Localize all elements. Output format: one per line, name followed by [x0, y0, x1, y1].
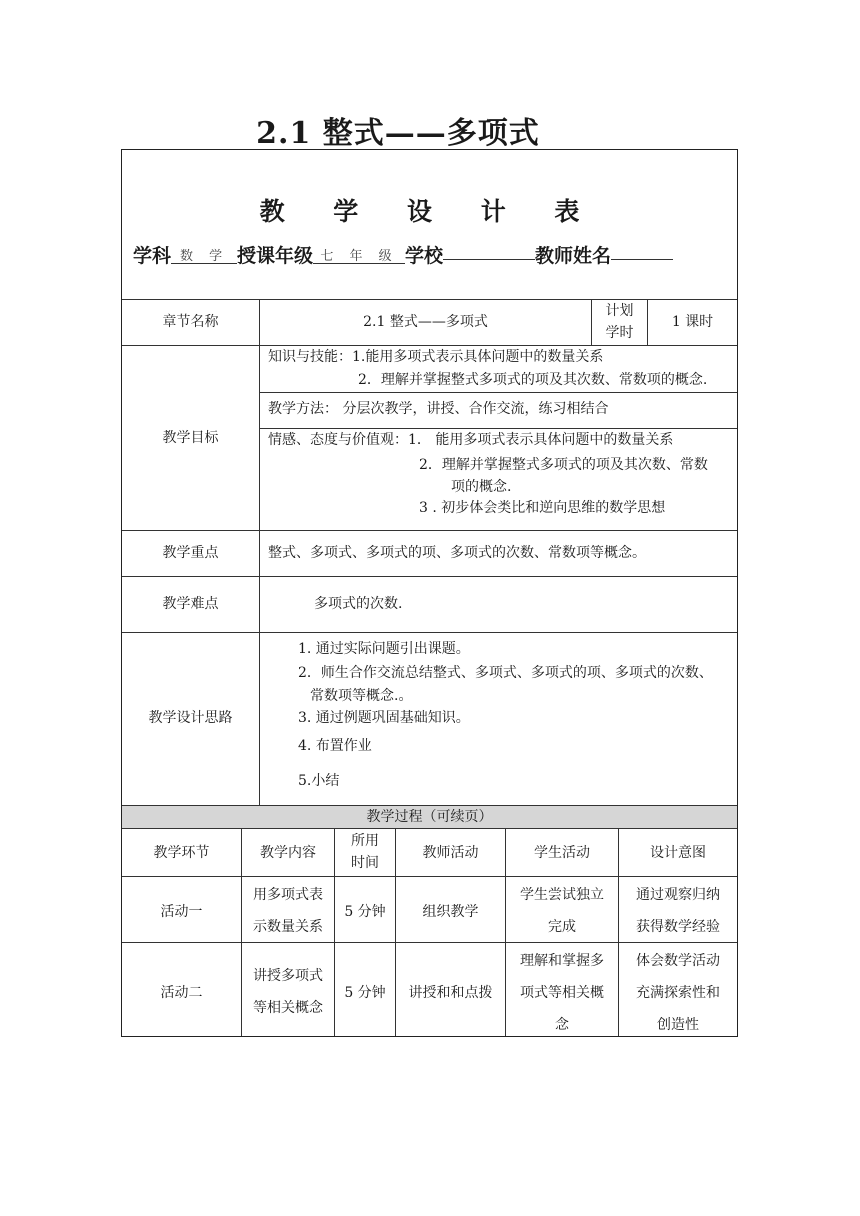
- rule: [122, 828, 737, 829]
- plan-hours-label-2: 学时: [605, 325, 634, 341]
- row1-time: 5 分钟: [344, 904, 386, 920]
- grade-label: 授课年级: [237, 245, 314, 267]
- row1-teacher: 组织教学: [422, 904, 479, 920]
- design-item-2b: 常数项等概念.。: [310, 688, 413, 704]
- design-item-5: 5.小结: [298, 773, 340, 789]
- row1-student-2: 完成: [548, 919, 576, 935]
- design-item-1: 1. 通过实际问题引出课题。: [298, 641, 470, 657]
- rule: [122, 632, 737, 633]
- header-intent: 设计意图: [650, 845, 706, 861]
- row1-content-2: 示数量关系: [253, 919, 323, 935]
- document-title: 2.1 整式——多项式: [256, 116, 540, 151]
- difficulty-value: 多项式的次数.: [314, 596, 403, 612]
- row2-student-3: 念: [555, 1017, 569, 1033]
- attitude-line-2b: 项的概念.: [451, 479, 512, 495]
- rule: [122, 576, 737, 577]
- row2-intent-3: 创造性: [657, 1017, 699, 1033]
- row2-student-1: 理解和掌握多: [520, 953, 604, 969]
- rule: [122, 942, 737, 943]
- rule: [122, 876, 737, 877]
- row1-stage: 活动一: [160, 904, 203, 920]
- rule: [122, 530, 737, 531]
- attitude-line-2: 2．理解并掌握整式多项式的项及其次数、常数: [419, 457, 708, 473]
- header-teacher: 教师活动: [422, 845, 479, 861]
- row2-student-2: 项式等相关概: [520, 985, 604, 1001]
- objectives-label: 教学目标: [162, 430, 219, 446]
- row2-content-2: 等相关概念: [253, 1000, 323, 1016]
- attitude-line-3: 3 . 初步体会类比和逆向思维的数学思想: [419, 500, 666, 516]
- row1-content-1: 用多项式表: [253, 887, 323, 903]
- row2-content-1: 讲授多项式: [253, 968, 323, 984]
- knowledge-line-2: 2．理解并掌握整式多项式的项及其次数、常数项的概念.: [358, 372, 708, 388]
- school-label: 学校: [405, 245, 444, 267]
- key-point-label: 教学重点: [162, 545, 219, 561]
- subject-value: 数 学: [171, 245, 237, 264]
- design-item-3: 3. 通过例题巩固基础知识。: [298, 710, 470, 726]
- header-content: 教学内容: [260, 845, 316, 861]
- teacher-name-label: 教师姓名: [535, 245, 612, 267]
- header-student: 学生活动: [534, 845, 590, 861]
- teacher-name-blank: [611, 241, 673, 260]
- row1-student-1: 学生尝试独立: [520, 887, 604, 903]
- row2-intent-2: 充满探索性和: [636, 985, 720, 1001]
- design-label: 教学设计思路: [148, 710, 233, 726]
- header-time-2: 时间: [351, 855, 379, 871]
- rule: [260, 392, 737, 393]
- chapter-value: 2.1 整式——多项式: [363, 314, 488, 330]
- method-line: 教学方法： 分层次教学，讲授、合作交流，练习相结合: [268, 401, 609, 417]
- process-band-label: 教学过程（可续页）: [366, 809, 493, 825]
- design-item-4: 4. 布置作业: [298, 738, 372, 754]
- subject-info-line: [133, 241, 673, 268]
- attitude-line-1: 情感、态度与价值观：1． 能用多项式表示具体问题中的数量关系: [268, 432, 674, 448]
- key-point-value: 整式、多项式、多项式的项、多项式的次数、常数项等概念。: [268, 545, 646, 561]
- design-item-2: 2．师生合作交流总结整式、多项式、多项式的项、多项式的次数、: [298, 665, 713, 681]
- plan-hours-value: 1 课时: [671, 314, 714, 330]
- plan-hours-label-1: 计划: [605, 303, 634, 319]
- header-time-1: 所用: [351, 833, 379, 849]
- header-stage: 教学环节: [153, 845, 210, 861]
- row2-time: 5 分钟: [344, 985, 386, 1001]
- row2-teacher: 讲授和和点拨: [408, 985, 493, 1001]
- chapter-label: 章节名称: [162, 314, 219, 330]
- grade-value: 七 年 级: [313, 245, 405, 264]
- difficulty-label: 教学难点: [162, 596, 219, 612]
- knowledge-line-1: 知识与技能：1.能用多项式表示具体问题中的数量关系: [268, 349, 604, 365]
- rule: [259, 299, 260, 805]
- row2-stage: 活动二: [160, 985, 203, 1001]
- row1-intent-2: 获得数学经验: [636, 919, 720, 935]
- row1-intent-1: 通过观察归纳: [636, 887, 720, 903]
- table-title: 教 学 设 计 表: [259, 197, 600, 226]
- subject-label: 学科: [133, 245, 172, 267]
- school-blank: [443, 241, 535, 260]
- row2-intent-1: 体会数学活动: [636, 953, 720, 969]
